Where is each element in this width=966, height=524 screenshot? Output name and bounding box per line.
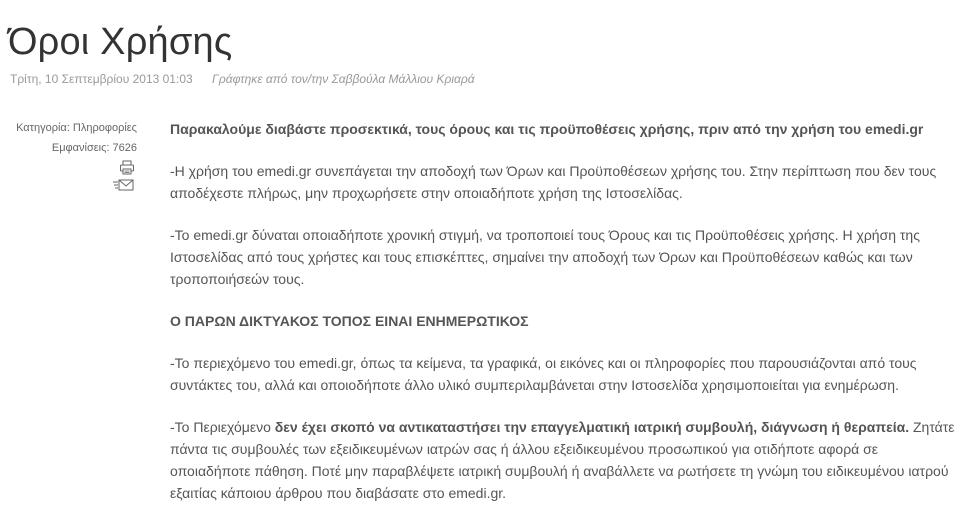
section-heading: Ο ΠΑΡΩΝ ΔΙΚΤΥΑΚΟΣ ΤΟΠΟΣ ΕΙΝΑΙ ΕΝΗΜΕΡΩΤΙΚΟΣ (170, 313, 529, 329)
intro-text: Παρακαλούμε διαβάστε προσεκτικά, τους όρους και τις προϋποθέσεις χρήσης, πριν από την χρήση του emedi.gr (170, 121, 924, 137)
author-line: Γράφτηκε από τον/την Σαββούλα Μάλλιου Κριαρά (212, 72, 475, 86)
paragraph-3: -Το περιεχόμενο του emedi.gr, όπως τα κείμενα, τα γραφικά, οι εικόνες και οι πληροφορίες που παρουσιάζονται από τους συντάκτες του, αλλά και οποιοδήποτε άλλο υλικό συμπεριλαμβάνεται στην Ιστοσελίδα χρησιμοποιείται για ενημέρωση. (170, 355, 917, 393)
email-icon[interactable] (113, 178, 135, 196)
category-label: Κατηγορία: Πληροφορίες (16, 122, 137, 134)
article-info-sidebar (0, 120, 137, 196)
paragraph-4-bold: δεν έχει σκοπό να αντικαταστήσει την επαγγελματική ιατρική συμβουλή, διάγνωση ή θεραπεία. (274, 419, 910, 435)
publish-date: Τρίτη, 10 Σεπτεμβρίου 2013 01:03 (10, 72, 193, 86)
paragraph-4-start: -Το Περιεχόμενο (170, 419, 275, 435)
intro-paragraph (170, 118, 958, 140)
paragraph-4-end: Ζητάτε πάντα τις συμβουλές των εξειδικευμένων ιατρών σας ή άλλου εξειδικευμένου προσωπικού για οτιδήποτε αφορά σε οποιαδήποτε πάθηση. Ποτέ μην παραβλέψετε ιατρική συμβουλή ή αναβάλλετε να ρωτήσετε τη γνώμη του ειδικευμένου ιατρού εξαιτίας κάποιου άρθρου που διαβάσατε στο emedi.gr. (170, 419, 955, 501)
article-body (170, 118, 958, 524)
article-meta (10, 72, 475, 86)
views-count: Εμφανίσεις: 7626 (51, 142, 137, 154)
page-title: Όροι Χρήσης (8, 21, 233, 63)
paragraph-4 (170, 416, 958, 504)
print-icon[interactable] (119, 160, 135, 178)
paragraph-1: -Η χρήση του emedi.gr συνεπάγεται την αποδοχή των Όρων και Προϋποθέσεων χρήσης του. Στην περίπτωση που δεν τους αποδέχεστε πλήρως, μην προχωρήσετε στην οποιαδήποτε χρήση της Ιστοσελίδας. (170, 163, 937, 201)
section-heading-paragraph (170, 310, 958, 332)
paragraph-2: -Το emedi.gr δύναται οποιαδήποτε χρονική στιγμή, να τροποποιεί τους Όρους και τις Προϋποθέσεις χρήσης. Η χρήση της Ιστοσελίδας από τους χρήστες και τους επισκέπτες, σημαίνει την αποδοχή των Όρων και Προϋποθέσεων καθώς και των τροποποιήσεών τους. (170, 227, 920, 287)
